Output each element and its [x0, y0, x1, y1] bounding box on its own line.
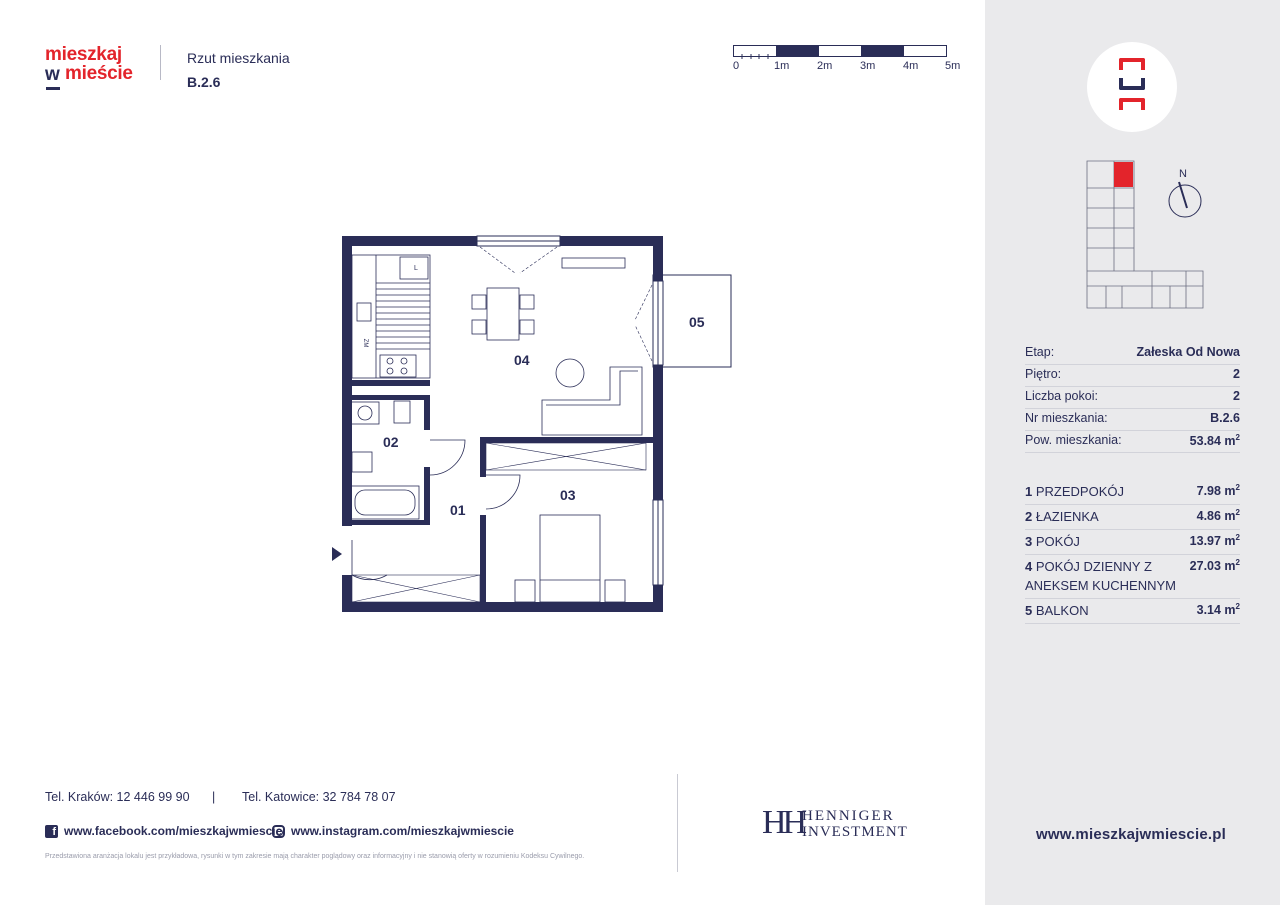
- room-name: BALKON: [1035, 603, 1089, 618]
- room-row: [1025, 480, 1240, 505]
- info-row-stage: [1025, 343, 1240, 365]
- brand-logo[interactable]: [45, 44, 145, 94]
- room-row: [1025, 599, 1240, 624]
- website-link[interactable]: www.mieszkajwmiescie.pl: [1036, 826, 1226, 843]
- info-key: Liczba pokoi:: [1025, 389, 1098, 403]
- fridge-label: L: [414, 265, 418, 272]
- apartment-code: B.2.6: [187, 74, 221, 90]
- footer-divider: [677, 774, 678, 872]
- instagram-icon: [272, 825, 285, 838]
- page-title: Rzut mieszkania: [187, 50, 290, 66]
- room-number: 1: [1025, 484, 1033, 499]
- room-row: [1025, 505, 1240, 530]
- scale-segment-3: [861, 46, 904, 56]
- partner-logo: [762, 806, 912, 842]
- apartment-highlight: [1114, 162, 1133, 187]
- room-row: [1025, 555, 1240, 599]
- phone-divider: |: [212, 790, 216, 804]
- info-row-room-count: [1025, 387, 1240, 409]
- dining-table: [472, 288, 534, 340]
- window-swing: [480, 247, 652, 361]
- compass-icon: [1165, 166, 1205, 224]
- scale-label-3: 3m: [860, 60, 876, 72]
- instagram-link[interactable]: [272, 824, 514, 838]
- scale-segment-4: [904, 46, 946, 56]
- room-area: 7.98 $m^2$: [1196, 483, 1240, 499]
- interior-walls: [348, 380, 658, 605]
- logo-word-mieszkaj: mieszkaj: [45, 44, 122, 65]
- north-label: N: [1179, 168, 1187, 180]
- sofa: [542, 359, 642, 435]
- scale-bar: [733, 45, 947, 57]
- partner-mark: HH: [762, 804, 804, 841]
- room-label-04: 04: [514, 352, 530, 368]
- room-name: ŁAZIENKA: [1035, 509, 1099, 524]
- room-label-03: 03: [560, 487, 576, 503]
- room-label-05: 05: [689, 314, 705, 330]
- info-value: B.2.6: [1210, 411, 1240, 425]
- scale-segment-1: [776, 46, 819, 56]
- legal-disclaimer: Przedstawiona aranżacja lokalu jest przykładowa, rysunki w tym zakresie mają charakter poglądowy oraz informacyjny i nie stanowią oferty w rozumieniu Kodeksu Cywilnego.: [45, 853, 585, 860]
- bathroom-fixtures: [351, 401, 419, 519]
- partner-name-line2: INVESTMENT: [802, 824, 908, 840]
- room-label-01: 01: [450, 502, 466, 518]
- room-row: [1025, 530, 1240, 555]
- room-name: POKÓJ DZIENNY Z ANEKSEM KUCHENNYM: [1025, 559, 1176, 593]
- floor-plan: [320, 225, 740, 620]
- partner-name-line1: HENNIGER: [802, 808, 895, 824]
- room-name: PRZEDPOKÓJ: [1035, 484, 1124, 499]
- info-row-total-area: [1025, 431, 1240, 453]
- instagram-url[interactable]: www.instagram.com/mieszkajwmiescie: [291, 824, 514, 838]
- brand-monogram-icon: [1119, 58, 1147, 118]
- room-area: 3.14 $m^2$: [1196, 602, 1240, 618]
- scale-label-2: 2m: [817, 60, 833, 72]
- bed: [515, 515, 625, 602]
- room-number: 3: [1025, 534, 1033, 549]
- phone-krakow[interactable]: Tel. Kraków: 12 446 99 90: [45, 790, 190, 804]
- room-area: 13.97 $m^2$: [1189, 533, 1240, 549]
- scale-segment-fine: [734, 46, 776, 56]
- rooms-area-table: [1025, 480, 1240, 624]
- info-key: Piętro:: [1025, 367, 1062, 381]
- info-row-apartment-number: [1025, 409, 1240, 431]
- info-key: Nr mieszkania:: [1025, 411, 1108, 425]
- room-label-02: 02: [383, 434, 399, 450]
- info-value: 2: [1233, 389, 1240, 403]
- entrance-arrow-icon: [332, 547, 342, 561]
- kitchen: [352, 255, 430, 378]
- header-divider: [160, 45, 161, 80]
- info-value: Załeska Od Nowa: [1136, 345, 1240, 359]
- scale-segment-2: [819, 46, 861, 56]
- exterior-walls: [342, 236, 663, 612]
- scale-label-5: 5m: [945, 60, 961, 72]
- room-area: 27.03 $m^2$: [1189, 558, 1240, 574]
- facebook-icon: f: [45, 825, 58, 838]
- room-number: 5: [1025, 603, 1033, 618]
- facebook-link[interactable]: [45, 824, 282, 838]
- logo-word-miescie: mieście: [65, 63, 133, 84]
- logo-underline: [46, 87, 60, 90]
- info-key: Etap:: [1025, 345, 1055, 359]
- apartment-info-table: [1025, 343, 1240, 453]
- room-number: 2: [1025, 509, 1033, 524]
- info-value: 53.84 $m^2$: [1189, 433, 1240, 449]
- tv-cabinet: [562, 258, 625, 268]
- phone-katowice[interactable]: Tel. Katowice: 32 784 78 07: [242, 790, 396, 804]
- info-key: Pow. mieszkania:: [1025, 433, 1122, 447]
- info-row-floor: [1025, 365, 1240, 387]
- room-name: POKÓJ: [1035, 534, 1080, 549]
- doors: [352, 440, 520, 580]
- room-area: 4.86 $m^2$: [1196, 508, 1240, 524]
- info-value: 2: [1233, 367, 1240, 381]
- room-number: 4: [1025, 559, 1033, 574]
- logo-letter-w: w: [45, 64, 60, 85]
- scale-label-1: 1m: [774, 60, 790, 72]
- scale-label-4: 4m: [903, 60, 919, 72]
- facebook-url[interactable]: www.facebook.com/mieszkajwmiescie: [64, 824, 283, 838]
- oven-label: ZM: [362, 338, 368, 348]
- scale-label-0: 0: [733, 60, 740, 72]
